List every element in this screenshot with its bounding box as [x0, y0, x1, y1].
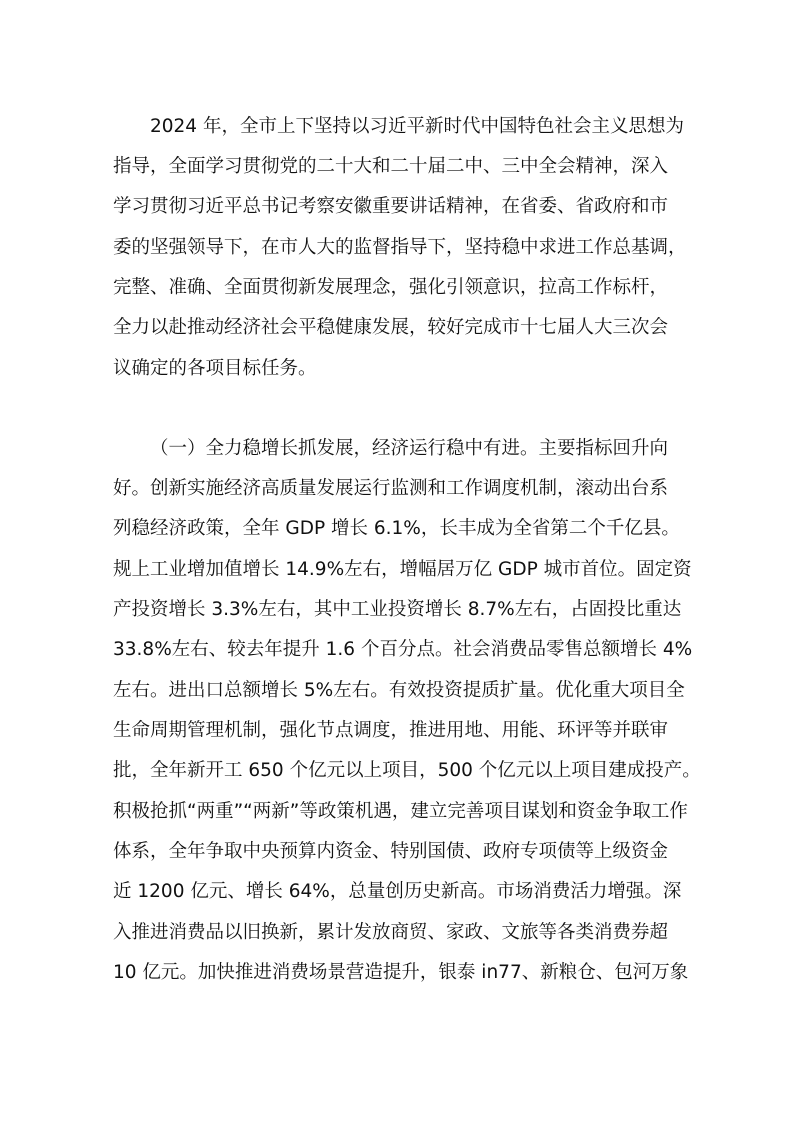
paragraph-line: 左右。进出口总额增长 5%左右。有效投资提质扩量。优化重大项目全 [113, 680, 685, 701]
paragraph-line: 近 1200 亿元、增长 64%，总量创历史新高。市场消费活力增强。深 [113, 881, 682, 902]
paragraph-line: 列稳经济政策，全年 GDP 增长 6.1%，长丰成为全省第二个千亿县。 [113, 518, 680, 539]
paragraph-line: 2024 年，全市上下坚持以习近平新时代中国特色社会主义思想为 [150, 116, 684, 137]
paragraph-line: 规上工业增加值增长 14.9%左右，增幅居万亿 GDP 城市首位。固定资 [113, 559, 692, 580]
paragraph-line: 积极抢抓“两重”“两新”等政策机遇，建立完善项目谋划和资金争取工作 [113, 801, 688, 822]
paragraph-line: 33.8%左右、较去年提升 1.6 个百分点。社会消费品零售总额增长 4% [113, 639, 693, 660]
paragraph-line: 学习贯彻习近平总书记考察安徽重要讲话精神，在省委、省政府和市 [113, 196, 669, 217]
paragraph-line: 完整、准确、全面贯彻新发展理念，强化引领意识，拉高工作标杆， [113, 277, 669, 298]
paragraph-line: 产投资增长 3.3%左右，其中工业投资增长 8.7%左右，占固投比重达 [113, 599, 682, 620]
paragraph-line: 10 亿元。加快推进消费场景营造提升，银泰 in77、新粮仓、包河万象 [113, 962, 689, 983]
paragraph-line: 指导，全面学习贯彻党的二十大和二十届二中、三中全会精神，深入 [113, 156, 669, 177]
paragraph-line: 体系，全年争取中央预算内资金、特别国债、政府专项债等上级资金 [113, 841, 669, 862]
paragraph-line: 好。创新实施经济高质量发展运行监测和工作调度机制，滚动出台系 [113, 478, 669, 499]
paragraph-line: 入推进消费品以旧换新，累计发放商贸、家政、文旅等各类消费券超 [113, 922, 669, 943]
paragraph-line: 批，全年新开工 650 个亿元以上项目，500 个亿元以上项目建成投产。 [113, 760, 701, 781]
paragraph-line: 生命周期管理机制，强化节点调度，推进用地、用能、环评等并联审 [113, 720, 669, 741]
paragraph-line: 议确定的各项目标任务。 [113, 358, 317, 379]
paragraph-line: （一）全力稳增长抓发展，经济运行稳中有进。主要指标回升向 [150, 438, 669, 459]
paragraph-line: 全力以赴推动经济社会平稳健康发展，较好完成市十七届人大三次会 [113, 317, 669, 338]
paragraph-line: 委的坚强领导下，在市人大的监督指导下，坚持稳中求进工作总基调， [113, 237, 687, 258]
